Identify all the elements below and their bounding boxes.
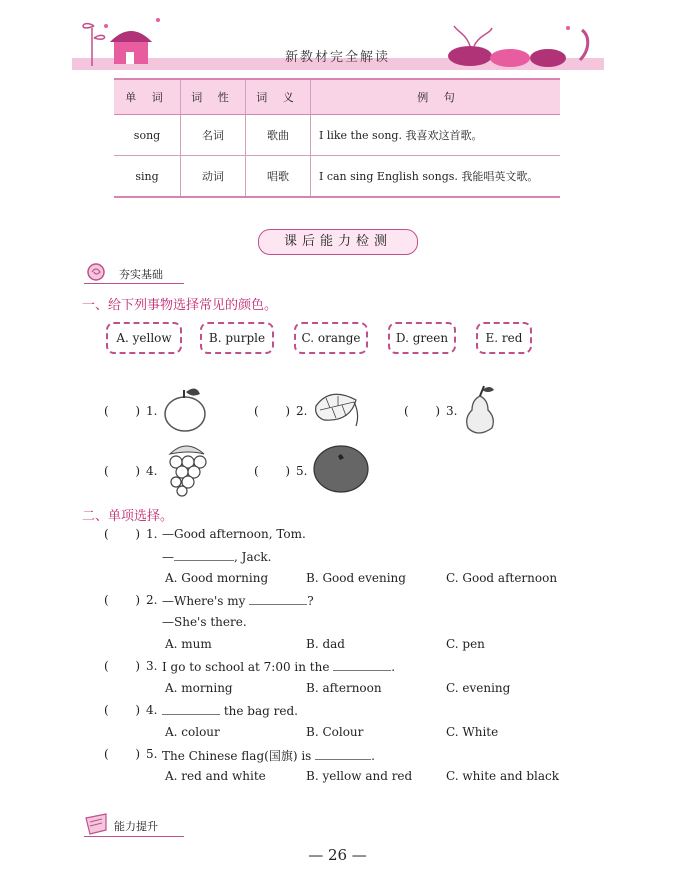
question-dash: — bbox=[162, 550, 174, 564]
question-line bbox=[162, 747, 375, 764]
leaf-icon bbox=[310, 386, 362, 432]
question-number: 5. bbox=[146, 747, 158, 761]
answer-blank[interactable] bbox=[333, 659, 391, 671]
question-mark: ? bbox=[307, 594, 314, 608]
choice-c: C. pen bbox=[446, 637, 485, 651]
header-example: 例 句 bbox=[311, 79, 561, 115]
item-number: 4. bbox=[146, 464, 158, 478]
item-number: 1. bbox=[146, 404, 158, 418]
choice-c: C. White bbox=[446, 725, 499, 739]
answer-paren[interactable]: ( ) bbox=[404, 404, 441, 418]
question-period: . bbox=[391, 660, 396, 674]
header-meaning: 词 义 bbox=[246, 79, 311, 115]
question-text: —She's there. bbox=[162, 615, 247, 629]
question-line bbox=[162, 549, 271, 564]
header-word: 单 词 bbox=[114, 79, 181, 115]
question-number: 2. bbox=[146, 593, 158, 607]
question-number: 3. bbox=[146, 659, 158, 673]
answer-paren[interactable]: ( ) bbox=[254, 404, 291, 418]
item-number: 2. bbox=[296, 404, 308, 418]
question-text: —Good afternoon, Tom. bbox=[162, 527, 306, 541]
choice-b: B. Good evening bbox=[306, 571, 406, 585]
choice-c: C. white and black bbox=[446, 769, 560, 783]
cell-meaning: 歌曲 bbox=[246, 115, 311, 156]
answer-paren[interactable]: ( ) bbox=[104, 593, 141, 607]
apple-icon bbox=[160, 384, 210, 434]
answer-paren[interactable]: ( ) bbox=[104, 464, 141, 478]
choice-c: C. evening bbox=[446, 681, 511, 695]
answer-blank[interactable] bbox=[162, 703, 220, 715]
answer-blank[interactable] bbox=[249, 593, 307, 605]
table-row bbox=[114, 156, 560, 198]
orange-icon bbox=[312, 444, 370, 494]
section1-title: 一、给下列事物选择常见的颜色。 bbox=[82, 298, 278, 313]
question-number: 1. bbox=[146, 527, 158, 541]
page-number: — 26 — bbox=[308, 846, 367, 864]
answer-blank[interactable] bbox=[174, 549, 234, 561]
cell-meaning: 唱歌 bbox=[246, 156, 311, 198]
section2-title: 二、单项选择。 bbox=[82, 509, 174, 524]
grapes-icon bbox=[162, 440, 212, 498]
cell-word: sing bbox=[114, 156, 181, 198]
choice-c: C. Good afternoon bbox=[446, 571, 558, 585]
question-text: the bag red. bbox=[220, 704, 298, 718]
cell-word: song bbox=[114, 115, 181, 156]
basics-label: 夯实基础 bbox=[119, 268, 163, 281]
choice-b: B. Colour bbox=[306, 725, 364, 739]
pencil-icon bbox=[84, 812, 110, 836]
question-number: 4. bbox=[146, 703, 158, 717]
question-text: —Where's my bbox=[162, 594, 246, 608]
question-period: . bbox=[371, 749, 375, 763]
answer-paren[interactable]: ( ) bbox=[104, 527, 141, 541]
option-e: E. red bbox=[476, 322, 532, 354]
option-d: D. green bbox=[388, 322, 456, 354]
pear-icon bbox=[460, 384, 500, 436]
header-pos: 词 性 bbox=[181, 79, 246, 115]
question-text: I go to school at 7:00 in the bbox=[162, 660, 330, 674]
answer-paren[interactable]: ( ) bbox=[104, 659, 141, 673]
answer-blank[interactable] bbox=[315, 748, 371, 760]
vocab-table bbox=[114, 78, 560, 198]
question-text: The Chinese flag(国旗) is bbox=[162, 749, 312, 763]
choice-a: A. colour bbox=[165, 725, 220, 739]
option-b: B. purple bbox=[200, 322, 274, 354]
table-row bbox=[114, 115, 560, 156]
answer-paren[interactable]: ( ) bbox=[104, 747, 141, 761]
ability-label: 能力提升 bbox=[114, 820, 158, 833]
cell-pos: 名词 bbox=[181, 115, 246, 156]
section-banner: 课后能力检测 bbox=[258, 229, 418, 255]
option-a: A. yellow bbox=[106, 322, 182, 354]
answer-paren[interactable]: ( ) bbox=[104, 404, 141, 418]
header-title: 新教材完全解读 bbox=[284, 50, 390, 65]
choice-a: A. red and white bbox=[165, 769, 266, 783]
question-line bbox=[162, 593, 314, 608]
question-text: , Jack. bbox=[234, 550, 272, 564]
choice-a: A. Good morning bbox=[165, 571, 269, 585]
choice-b: B. yellow and red bbox=[306, 769, 413, 783]
cell-example: I like the song. 我喜欢这首歌。 bbox=[311, 115, 561, 156]
basics-underline bbox=[84, 283, 184, 284]
choice-b: B. afternoon bbox=[306, 681, 382, 695]
vocab-header-row bbox=[114, 79, 560, 115]
answer-paren[interactable]: ( ) bbox=[254, 464, 291, 478]
option-c: C. orange bbox=[294, 322, 368, 354]
item-number: 3. bbox=[446, 404, 458, 418]
cell-pos: 动词 bbox=[181, 156, 246, 198]
swirl-icon bbox=[86, 262, 108, 282]
choice-a: A. morning bbox=[165, 681, 233, 695]
choice-b: B. dad bbox=[306, 637, 345, 651]
cell-example: I can sing English songs. 我能唱英文歌。 bbox=[311, 156, 561, 198]
ability-underline bbox=[84, 836, 184, 837]
question-line bbox=[162, 703, 298, 718]
item-number: 5. bbox=[296, 464, 308, 478]
choice-a: A. mum bbox=[165, 637, 212, 651]
answer-paren[interactable]: ( ) bbox=[104, 703, 141, 717]
question-line bbox=[162, 659, 395, 674]
